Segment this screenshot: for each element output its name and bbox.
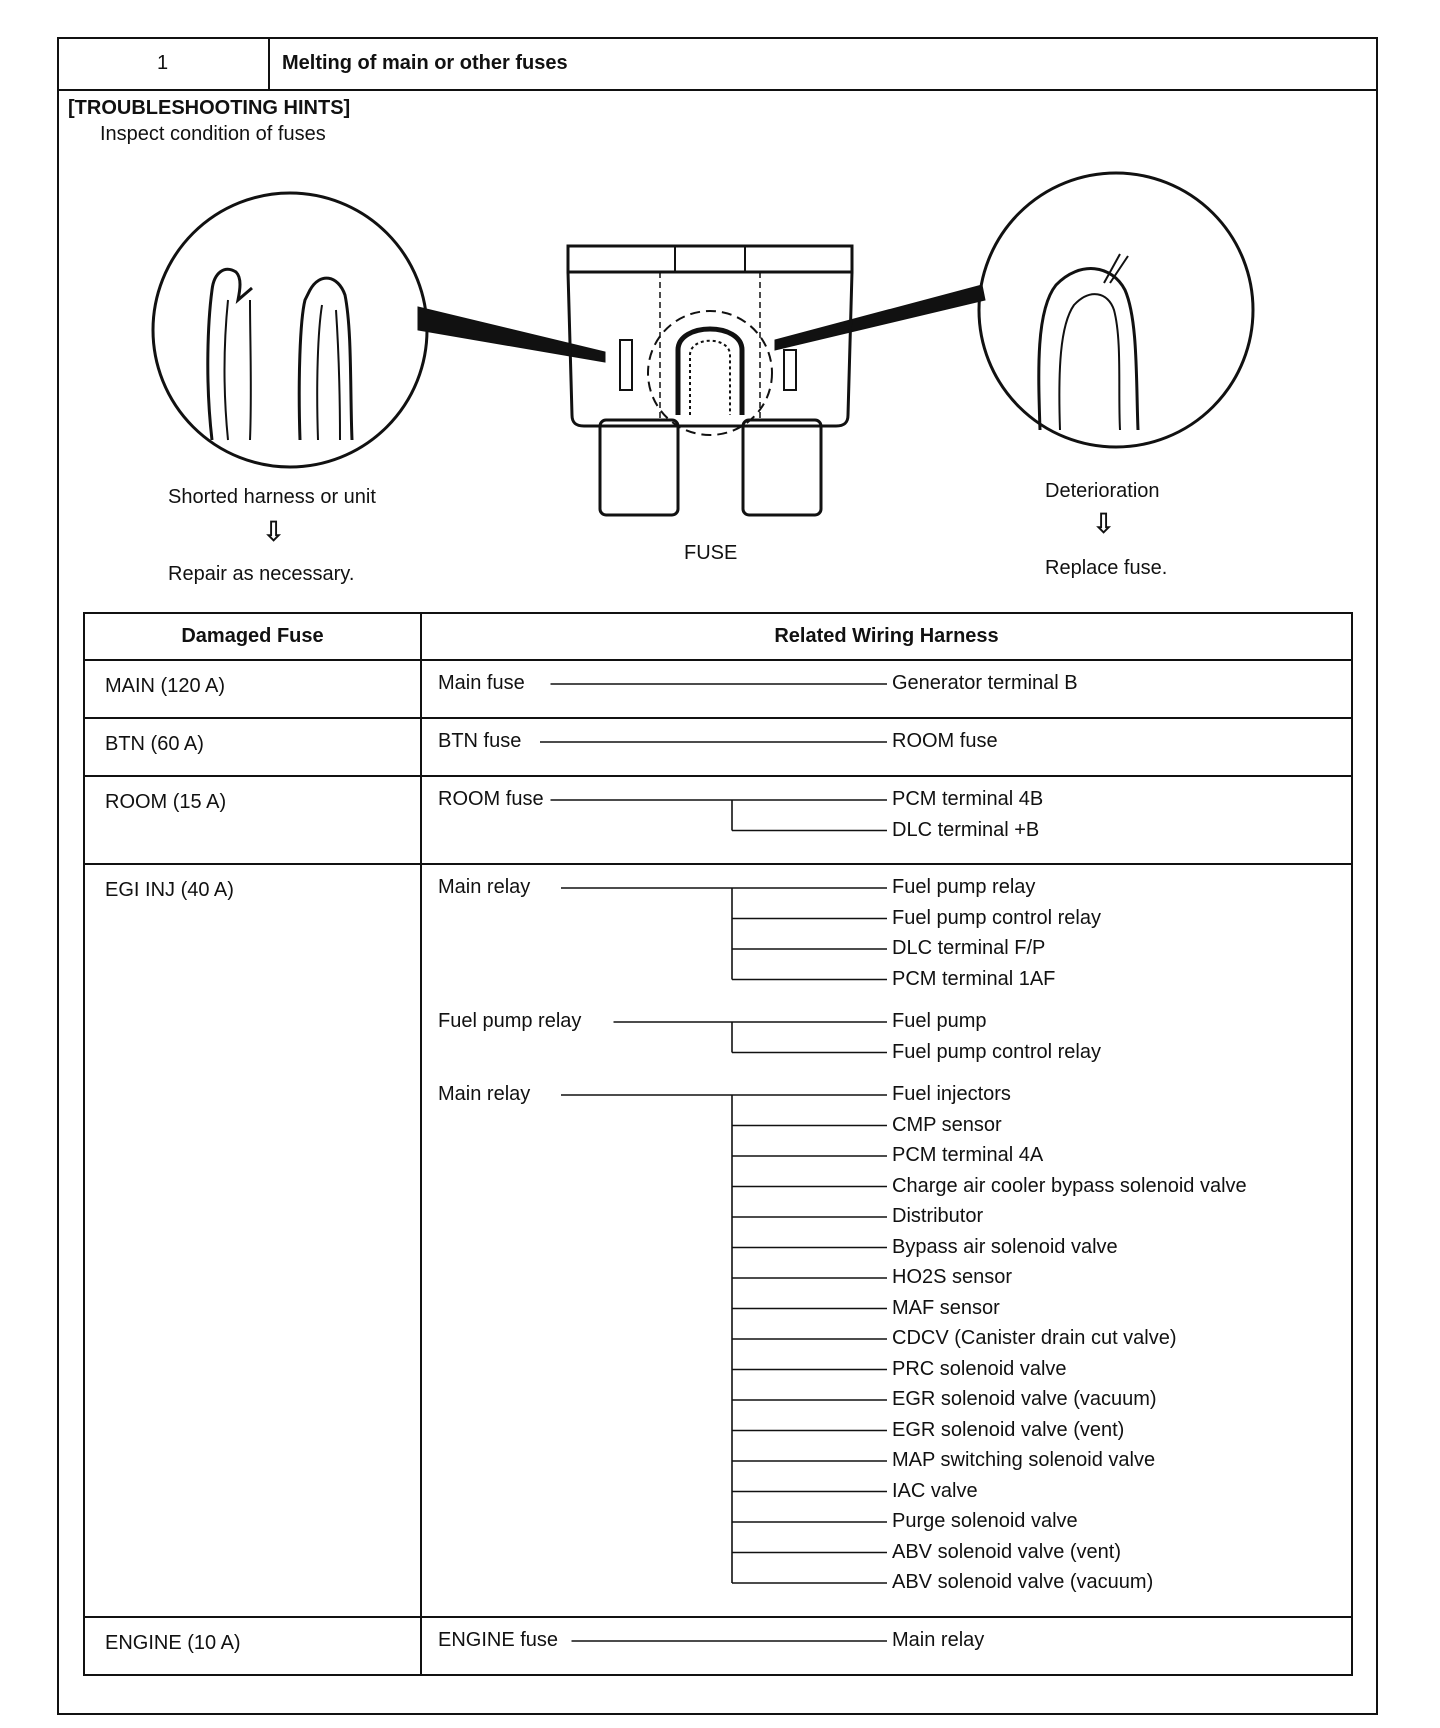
harness-cell [421, 718, 1352, 776]
harness-target: CDCV (Canister drain cut valve) [892, 1327, 1177, 1349]
harness-lines [422, 719, 1352, 775]
harness-target: Bypass air solenoid valve [892, 1235, 1118, 1258]
harness-target: CMP sensor [892, 1113, 1002, 1136]
harness-source: ENGINE fuse [438, 1629, 559, 1651]
harness-lines [422, 865, 1352, 1616]
harness-cell [421, 660, 1352, 718]
harness-source: BTN fuse [438, 730, 522, 752]
harness-target: ROOM fuse [892, 730, 998, 752]
step-number: 1 [156, 52, 169, 74]
harness-cell [421, 1617, 1352, 1675]
harness-target: Fuel pump control relay [892, 1040, 1101, 1063]
harness-target: Fuel pump [892, 1010, 987, 1032]
table-row [84, 776, 1352, 864]
harness-target: Fuel pump relay [892, 876, 1036, 898]
harness-cell [421, 776, 1352, 864]
damaged-fuse-cell: BTN (60 A) [84, 718, 421, 776]
harness-cell [421, 864, 1352, 1617]
harness-target: Purge solenoid valve [892, 1510, 1078, 1532]
deteriorated-element-magnifier [979, 173, 1253, 447]
hints-subtitle: Inspect condition of fuses [100, 123, 326, 145]
harness-target: Distributor [892, 1205, 984, 1227]
down-arrow-icon: ⇩ [262, 516, 286, 547]
damaged-fuse-cell: MAIN (120 A) [84, 660, 421, 718]
shorted-label: Shorted harness or unit [168, 486, 376, 508]
harness-target: HO2S sensor [892, 1266, 1013, 1288]
harness-target: Main relay [892, 1629, 985, 1651]
harness-target: IAC valve [892, 1479, 978, 1502]
damaged-fuse-cell: EGI INJ (40 A) [84, 864, 421, 1617]
harness-target: PRC solenoid valve [892, 1357, 1067, 1380]
harness-source: Fuel pump relay [438, 1010, 582, 1032]
fuse-body [568, 246, 852, 515]
harness-target: ABV solenoid valve (vent) [892, 1540, 1122, 1563]
col-header-harness: Related Wiring Harness [421, 613, 1352, 660]
harness-target: Charge air cooler bypass solenoid valve [892, 1174, 1247, 1197]
harness-source: ROOM fuse [438, 788, 544, 810]
harness-target: Fuel injectors [892, 1083, 1011, 1105]
table-row [84, 864, 1352, 1617]
damaged-fuse-cell: ENGINE (10 A) [84, 1617, 421, 1675]
step-title: Melting of main or other fuses [282, 52, 568, 74]
harness-lines [422, 1618, 1352, 1674]
harness-source: Main relay [438, 1083, 531, 1105]
deterioration-label: Deterioration [1045, 480, 1160, 502]
repair-label: Repair as necessary. [168, 563, 355, 585]
hints-heading: [TROUBLESHOOTING HINTS] [68, 97, 351, 119]
shorted-element-magnifier [153, 193, 427, 467]
harness-source: Main relay [438, 876, 531, 898]
harness-lines [422, 661, 1352, 717]
harness-target: ABV solenoid valve (vacuum) [892, 1571, 1154, 1593]
table-row [84, 1617, 1352, 1675]
fuse-label: FUSE [684, 542, 738, 564]
table-row [84, 660, 1352, 718]
replace-label: Replace fuse. [1045, 557, 1168, 579]
harness-target: PCM terminal 4A [892, 1144, 1044, 1166]
harness-target: PCM terminal 4B [892, 788, 1044, 810]
harness-target: DLC terminal F/P [892, 937, 1046, 959]
harness-target: Fuel pump control relay [892, 906, 1101, 929]
fuse-table [83, 612, 1353, 1676]
harness-target: MAF sensor [892, 1296, 1000, 1319]
fuse-illustration [0, 0, 1440, 600]
harness-target: PCM terminal 1AF [892, 967, 1056, 990]
col-header-fuse: Damaged Fuse [84, 613, 421, 660]
down-arrow-icon: ⇩ [1092, 508, 1116, 539]
harness-target: Generator terminal B [892, 672, 1078, 694]
harness-target: MAP switching solenoid valve [892, 1449, 1156, 1471]
harness-target: EGR solenoid valve (vent) [892, 1418, 1125, 1441]
harness-target: EGR solenoid valve (vacuum) [892, 1388, 1157, 1410]
harness-target: DLC terminal +B [892, 818, 1040, 841]
table-row [84, 718, 1352, 776]
damaged-fuse-cell: ROOM (15 A) [84, 776, 421, 864]
harness-source: Main fuse [438, 672, 525, 694]
harness-lines [422, 777, 1352, 863]
